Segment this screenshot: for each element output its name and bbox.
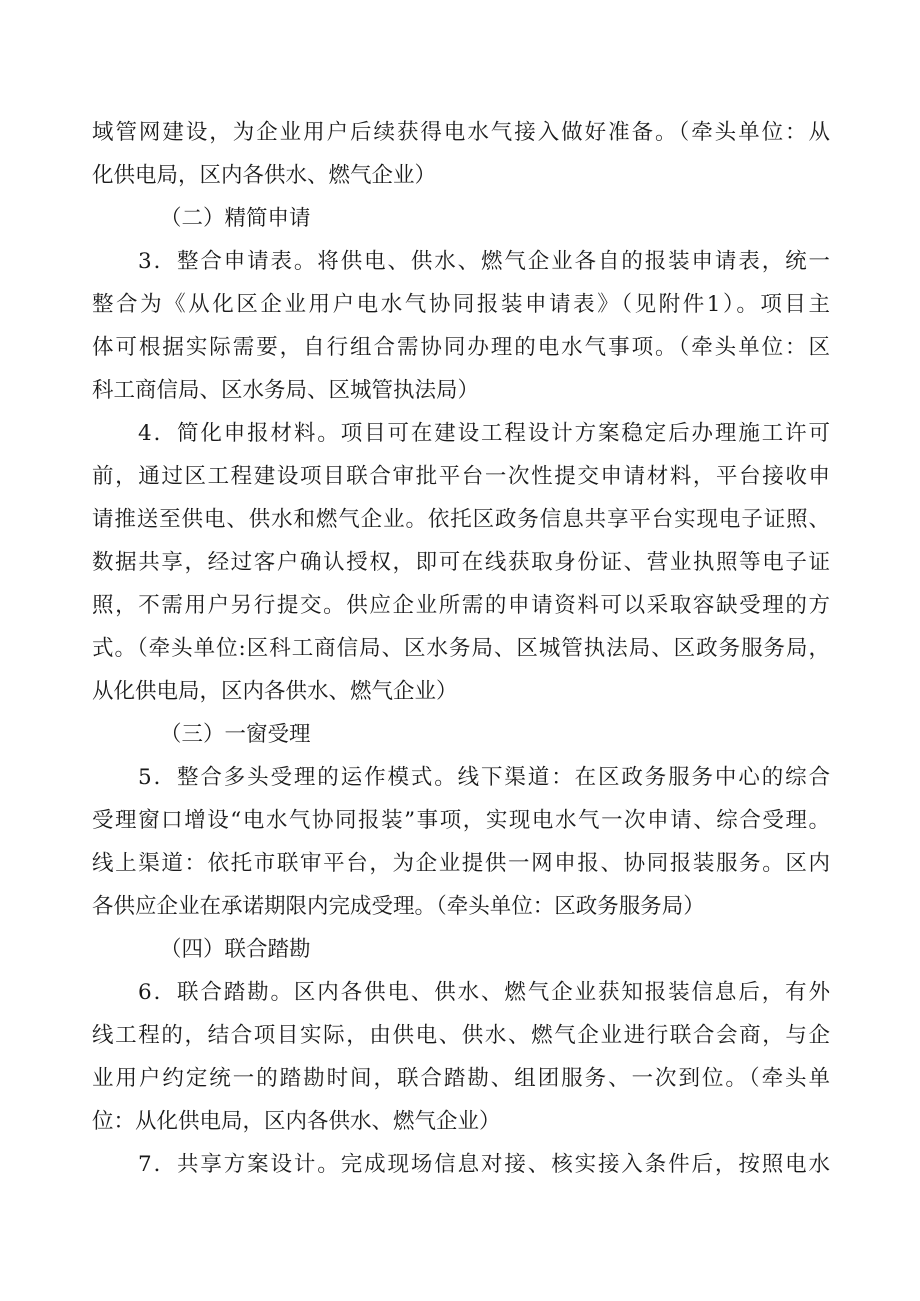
item-3-title-line: 3．整合申请表。将供电、供水、燃气企业各自的报装申请表，统一 bbox=[138, 249, 830, 274]
text-line: 线上渠道：依托市联审平台，为企业提供一网申报、协同报装服务。区内 bbox=[92, 851, 830, 876]
text-line: 化供电局，区内各供水、燃气企业） bbox=[92, 163, 437, 188]
text-line: 式。（牵头单位:区科工商信局、区水务局、区城管执法局、区政务服务局， bbox=[92, 636, 830, 661]
text-line: 科工商信局、区水务局、区城管执法局） bbox=[92, 378, 480, 403]
text-line: 照，不需用户另行提交。供应企业所需的申请资料可以采取容缺受理的方 bbox=[92, 593, 830, 618]
text-line: 请推送至供电、供水和燃气企业。依托区政务信息共享平台实现电子证照、 bbox=[92, 507, 830, 532]
text-line: 线工程的，结合项目实际，由供电、供水、燃气企业进行联合会商，与企 bbox=[92, 1023, 830, 1048]
text-line: 受理窗口增设“电水气协同报装”事项，实现电水气一次申请、综合受理。 bbox=[92, 808, 830, 833]
section-heading-2: （二）精简申请 bbox=[160, 206, 311, 231]
text-line: 位：从化供电局，区内各供水、燃气企业） bbox=[92, 1109, 501, 1134]
text-line: 前，通过区工程建设项目联合审批平台一次性提交申请材料，平台接收申 bbox=[92, 464, 830, 489]
text-line: 从化供电局，区内各供水、燃气企业） bbox=[92, 679, 458, 704]
text-line: 域管网建设，为企业用户后续获得电水气接入做好准备。（牵头单位：从 bbox=[92, 120, 830, 145]
section-heading-4: （四）联合踏勘 bbox=[160, 937, 311, 962]
item-6-title-line: 6．联合踏勘。区内各供电、供水、燃气企业获知报装信息后，有外 bbox=[138, 980, 830, 1005]
section-heading-3: （三）一窗受理 bbox=[160, 722, 311, 747]
text-line: 各供应企业在承诺期限内完成受理。（牵头单位：区政务服务局） bbox=[92, 894, 705, 919]
text-line: 业用户约定统一的踏勘时间，联合踏勘、组团服务、一次到位。（牵头单 bbox=[92, 1066, 830, 1091]
text-line: 体可根据实际需要，自行组合需协同办理的电水气事项。（牵头单位：区 bbox=[92, 335, 830, 360]
text-line: 数据共享，经过客户确认授权，即可在线获取身份证、营业执照等电子证 bbox=[92, 550, 830, 575]
item-5-title-line: 5．整合多头受理的运作模式。线下渠道：在区政务服务中心的综合 bbox=[138, 765, 830, 790]
text-line: 整合为《从化区企业用户电水气协同报装申请表》（见附件1）。项目主 bbox=[92, 292, 830, 317]
item-4-title-line: 4．简化申报材料。项目可在建设工程设计方案稳定后办理施工许可 bbox=[138, 421, 830, 446]
item-7-title-line: 7．共享方案设计。完成现场信息对接、核实接入条件后，按照电水 bbox=[138, 1152, 830, 1177]
